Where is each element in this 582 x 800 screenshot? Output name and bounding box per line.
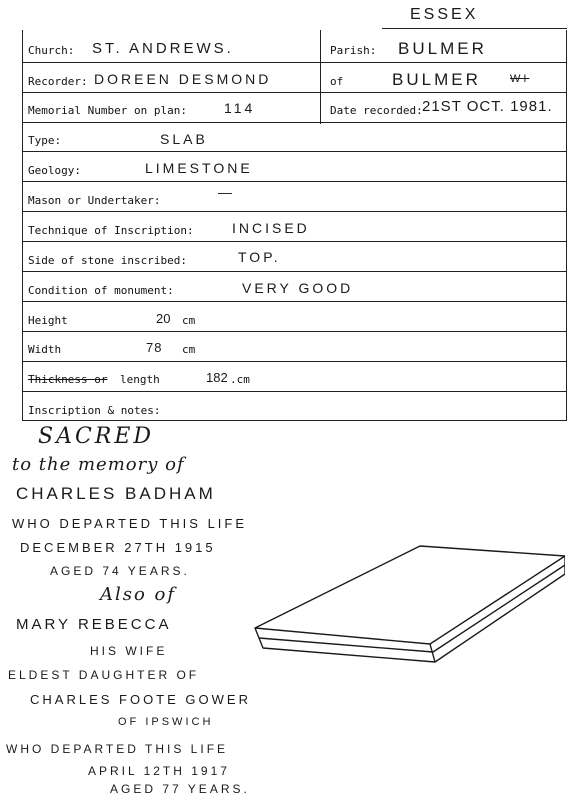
row-rule xyxy=(22,301,567,302)
inscription-line-6: AGED 74 YEARS. xyxy=(50,564,190,578)
mason-label: Mason or Undertaker: xyxy=(28,194,161,207)
inscription-line-9: HIS WIFE xyxy=(90,644,168,658)
technique-value: INCISED xyxy=(232,220,310,236)
height-value: 20 xyxy=(156,311,171,326)
parish-label: Parish: xyxy=(330,44,377,57)
slab-bevel-line xyxy=(259,565,565,652)
date-value: 21ST OCT. 1981. xyxy=(422,98,553,115)
condition-value: VERY GOOD xyxy=(242,280,354,296)
width-unit: cm xyxy=(182,343,196,356)
inscription-line-4: WHO DEPARTED THIS LIFE xyxy=(12,516,248,531)
mason-value: — xyxy=(218,184,235,200)
type-value: SLAB xyxy=(160,131,208,147)
row-rule xyxy=(22,241,567,242)
row-rule xyxy=(22,391,567,392)
type-label: Type: xyxy=(28,134,62,147)
church-value: ST. ANDREWS. xyxy=(92,40,234,57)
height-label: Height xyxy=(28,314,68,327)
row-rule xyxy=(22,361,567,362)
column-divider xyxy=(320,30,321,124)
inscription-line-13: WHO DEPARTED THIS LIFE xyxy=(6,742,229,756)
row-rule xyxy=(22,211,567,212)
inscription-line-14: APRIL 12TH 1917 xyxy=(88,764,230,778)
inscription-label: Inscription & notes: xyxy=(28,404,161,417)
geology-value: LIMESTONE xyxy=(145,160,253,176)
inscription-line-15: AGED 77 YEARS. xyxy=(110,782,250,796)
parish-value: BULMER xyxy=(398,39,487,58)
thickness-value: 182 xyxy=(206,370,228,385)
condition-label: Condition of monument: xyxy=(28,284,174,297)
of-label: of xyxy=(330,75,344,88)
of-struck-value: WI xyxy=(510,73,530,85)
inscription-line-3: CHARLES BADHAM xyxy=(16,484,216,503)
recorder-value: DOREEN DESMOND xyxy=(94,71,272,87)
inscription-line-11: CHARLES FOOTE GOWER xyxy=(30,692,251,707)
recorder-label: Recorder: xyxy=(28,75,88,88)
technique-label: Technique of Inscription: xyxy=(28,224,194,237)
width-label: Width xyxy=(28,343,62,356)
width-value: 78 xyxy=(146,340,163,355)
slab-side-edge xyxy=(435,556,565,662)
slab-sketch xyxy=(245,538,565,688)
inscription-line-7: Also of xyxy=(100,584,177,605)
memorial-value: 114 xyxy=(224,100,256,116)
inscription-line-2: to the memory of xyxy=(12,454,185,475)
height-unit: cm xyxy=(182,314,196,327)
date-label: Date recorded: xyxy=(330,104,423,117)
side-label: Side of stone inscribed: xyxy=(28,254,187,267)
row-rule xyxy=(22,62,567,63)
thickness-unit: .cm xyxy=(230,373,250,386)
row-rule xyxy=(22,331,567,332)
of-value: BULMER xyxy=(392,70,481,89)
inscription-line-10: ELDEST DAUGHTER OF xyxy=(8,668,200,682)
inscription-line-12: OF IPSWICH xyxy=(118,716,214,728)
row-rule xyxy=(22,122,567,123)
geology-label: Geology: xyxy=(28,164,81,177)
thickness-struck-label: Thickness or xyxy=(28,373,108,386)
header-rule xyxy=(382,28,567,29)
county-value: ESSEX xyxy=(410,6,479,23)
thickness-label: length xyxy=(120,373,160,386)
memorial-label: Memorial Number on plan: xyxy=(28,104,187,117)
row-rule xyxy=(22,420,567,421)
church-label: Church: xyxy=(28,44,75,57)
inscription-line-1: SACRED xyxy=(38,424,155,449)
inscription-line-5: DECEMBER 27TH 1915 xyxy=(20,540,216,555)
row-rule xyxy=(22,181,567,182)
row-rule xyxy=(22,92,567,93)
row-rule xyxy=(22,271,567,272)
row-rule xyxy=(22,151,567,152)
inscription-line-8: MARY REBECCA xyxy=(16,616,172,633)
side-value: TOP. xyxy=(238,249,281,265)
